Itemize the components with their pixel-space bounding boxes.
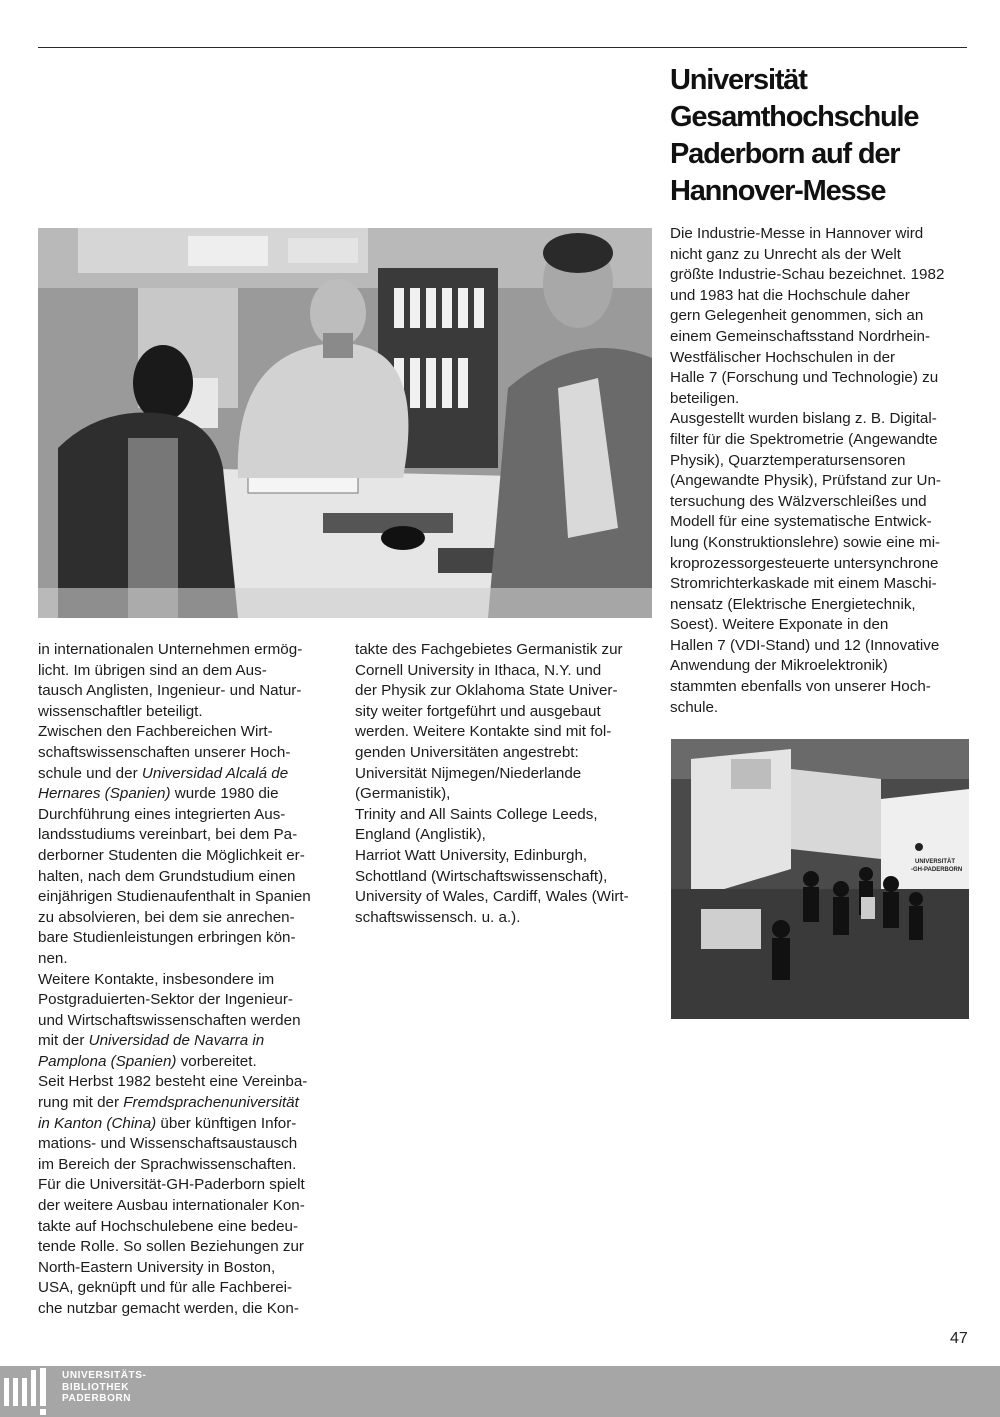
photo-meeting <box>38 228 652 618</box>
text-line: Durchführung eines integrierten Aus- <box>38 805 286 823</box>
library-name <box>62 1370 146 1405</box>
text-line <box>38 1052 338 1073</box>
text-line: schule. <box>670 698 719 716</box>
italic-run: Fremdsprachenuniversität <box>123 1094 299 1112</box>
text-line: tausch Anglisten, Ingenieur- und Natur- <box>38 682 302 700</box>
text-line: (Germanistik), <box>355 785 451 803</box>
text-line: beteiligen. <box>670 389 740 407</box>
text-line: und 1983 hat die Hochschule daher <box>670 286 910 304</box>
text-line: tende Rolle. So sollen Beziehungen zur <box>38 1238 304 1256</box>
text-line: nen. <box>38 949 68 967</box>
page-number: 47 <box>950 1330 968 1347</box>
text-line: filter für die Spektrometrie (Angewandte <box>670 430 938 448</box>
text-line: bare Studienleistungen erbringen kön- <box>38 929 296 947</box>
text-line: licht. Im übrigen sind an dem Aus- <box>38 661 267 679</box>
text-line: Zwischen den Fachbereichen Wirt- <box>38 723 273 741</box>
text-line: einem Gemeinschaftsstand Nordrhein- <box>670 327 930 345</box>
italic-run: Universidad Alcalá de <box>141 764 289 782</box>
top-rule <box>38 47 967 48</box>
text-line: der weitere Ausbau internationaler Kon- <box>38 1197 305 1215</box>
text-run: wurde 1980 die <box>170 785 279 803</box>
text-line: Weitere Kontakte, insbesondere im <box>38 970 275 988</box>
italic-run: Hernares (Spanien) <box>38 785 171 803</box>
title-line: Universität <box>670 64 807 96</box>
text-line: halten, nach dem Grundstudium einen <box>38 867 296 885</box>
title-line: Gesamthochschule <box>670 101 919 133</box>
article-title <box>670 62 980 210</box>
text-line: (Angewandte Physik), Prüfstand zur Un- <box>670 472 941 490</box>
paragraph <box>670 224 970 409</box>
text-line: che nutzbar gemacht werden, die Kon- <box>38 1300 299 1317</box>
paragraph <box>38 1072 338 1175</box>
text-column-middle <box>355 640 655 928</box>
paragraph <box>38 970 338 1073</box>
title-line: Hannover-Messe <box>670 175 886 207</box>
text-line: wissenschaftler beteiligt. <box>38 702 203 720</box>
text-line: Modell für eine systematische Entwick- <box>670 513 932 531</box>
text-run: mit der <box>38 1032 89 1050</box>
text-column-right <box>670 224 970 718</box>
fair-sign-line: -GH-PADERBORN <box>911 867 963 873</box>
library-name-line: UNIVERSITÄTS- <box>62 1370 147 1381</box>
text-line: sity weiter fortgeführt und ausgebaut <box>355 702 601 720</box>
text-line: mations- und Wissenschaftsaustausch <box>38 1135 298 1153</box>
text-line: einjährigen Studienaufenthalt in Spanien <box>38 888 311 906</box>
text-line: Cornell University in Ithaca, N.Y. und <box>355 661 602 679</box>
text-line <box>38 1031 338 1052</box>
text-run: schule und der <box>38 764 142 782</box>
text-line: Westfälischer Hochschulen in der <box>670 348 896 366</box>
text-line: Schottland (Wirtschaftswissenschaft), <box>355 867 608 885</box>
paragraph <box>670 409 970 718</box>
text-line: tersuchung des Wälzverschleißes und <box>670 492 927 510</box>
paragraph <box>38 640 338 722</box>
text-line: nensatz (Elektrische Energietechnik, <box>670 595 916 613</box>
text-run: über künftigen Infor- <box>156 1114 297 1132</box>
text-line: Trinity and All Saints College Leeds, <box>355 805 598 823</box>
italic-run: Pamplona (Spanien) <box>38 1052 177 1070</box>
italic-run: in Kanton (China) <box>38 1114 157 1132</box>
photo-fair-stand-image <box>671 739 969 1019</box>
text-line: Für die Universität-GH-Paderborn spielt <box>38 1176 305 1194</box>
text-line: Seit Herbst 1982 besteht eine Vereinba- <box>38 1073 308 1091</box>
text-line <box>38 1093 338 1114</box>
text-line: North-Eastern University in Boston, <box>38 1258 276 1276</box>
text-column-left <box>38 640 338 1320</box>
title-line: Paderborn auf der <box>670 138 900 170</box>
text-line: werden. Weitere Kontakte sind mit fol- <box>355 723 612 741</box>
text-line: Soest). Weitere Exponate in den <box>670 616 889 634</box>
library-name-line: BIBLIOTHEK <box>62 1381 130 1393</box>
text-line: takte auf Hochschulebene eine bedeu- <box>38 1217 299 1235</box>
text-line: Postgraduierten-Sektor der Ingenieur- <box>38 991 293 1009</box>
text-line: stammten ebenfalls von unserer Hoch- <box>670 678 931 696</box>
photo-meeting-image <box>38 228 652 618</box>
text-line: landsstudiums vereinbart, bei dem Pa- <box>38 826 298 844</box>
library-footer <box>0 1366 1000 1417</box>
text-line: derborner Studenten die Möglichkeit er- <box>38 846 305 864</box>
text-line: Universität Nijmegen/Niederlande <box>355 764 582 782</box>
text-line: Physik), Quarztemperatursensoren <box>670 451 906 469</box>
text-run: vorbereitet. <box>176 1052 257 1070</box>
text-line: in internationalen Unternehmen ermög- <box>38 641 303 658</box>
text-line: Die Industrie-Messe in Hannover wird <box>670 225 924 242</box>
text-line: der Physik zur Oklahoma State Univer- <box>355 682 618 700</box>
text-line: nicht ganz zu Unrecht als der Welt <box>670 245 902 263</box>
text-line: Ausgestellt wurden bislang z. B. Digital- <box>670 410 937 428</box>
text-line: im Bereich der Sprachwissenschaften. <box>38 1155 297 1173</box>
text-line <box>38 764 338 785</box>
text-line: genden Universitäten angestrebt: <box>355 743 579 761</box>
text-line: kroprozessorgesteuerte untersynchrone <box>670 554 939 572</box>
text-line: zu absolvieren, bei dem sie anrechen- <box>38 908 295 926</box>
paragraph <box>38 722 338 969</box>
text-line: Anwendung der Mikroelektronik) <box>670 657 888 675</box>
text-line: gern Gelegenheit genommen, sich an <box>670 307 924 325</box>
library-logo-icon <box>0 1366 60 1417</box>
text-line: schaftswissenschaften unserer Hoch- <box>38 743 291 761</box>
text-line: Halle 7 (Forschung und Technologie) zu <box>670 369 939 387</box>
text-line: schaftswissensch. u. a.). <box>355 908 521 926</box>
italic-run: Universidad de Navarra in <box>88 1032 265 1050</box>
text-line: Hallen 7 (VDI-Stand) und 12 (Innovative <box>670 636 940 654</box>
text-line: lung (Konstruktionslehre) sowie eine mi- <box>670 533 941 551</box>
text-line <box>38 1114 338 1135</box>
text-run: rung mit der <box>38 1094 124 1112</box>
university-logo-icon <box>915 843 923 851</box>
text-line: University of Wales, Cardiff, Wales (Wirt- <box>355 888 629 906</box>
library-name-line: PADERBORN <box>62 1393 132 1404</box>
text-line: und Wirtschaftswissenschaften werden <box>38 1011 301 1029</box>
text-line: USA, geknüpft und für alle Fachberei- <box>38 1279 293 1297</box>
photo-fair-stand <box>671 739 969 1019</box>
text-line: Harriot Watt University, Edinburgh, <box>355 846 588 864</box>
text-line: England (Anglistik), <box>355 826 486 844</box>
fair-sign-line: UNIVERSITÄT <box>915 859 956 865</box>
text-line: größte Industrie-Schau bezeichnet. 1982 <box>670 266 945 284</box>
text-line <box>38 784 338 805</box>
paragraph <box>355 640 655 928</box>
text-line: Stromrichterkaskade mit einem Maschi- <box>670 575 937 593</box>
text-line: takte des Fachgebietes Germanistik zur <box>355 641 623 658</box>
paragraph <box>38 1175 338 1319</box>
